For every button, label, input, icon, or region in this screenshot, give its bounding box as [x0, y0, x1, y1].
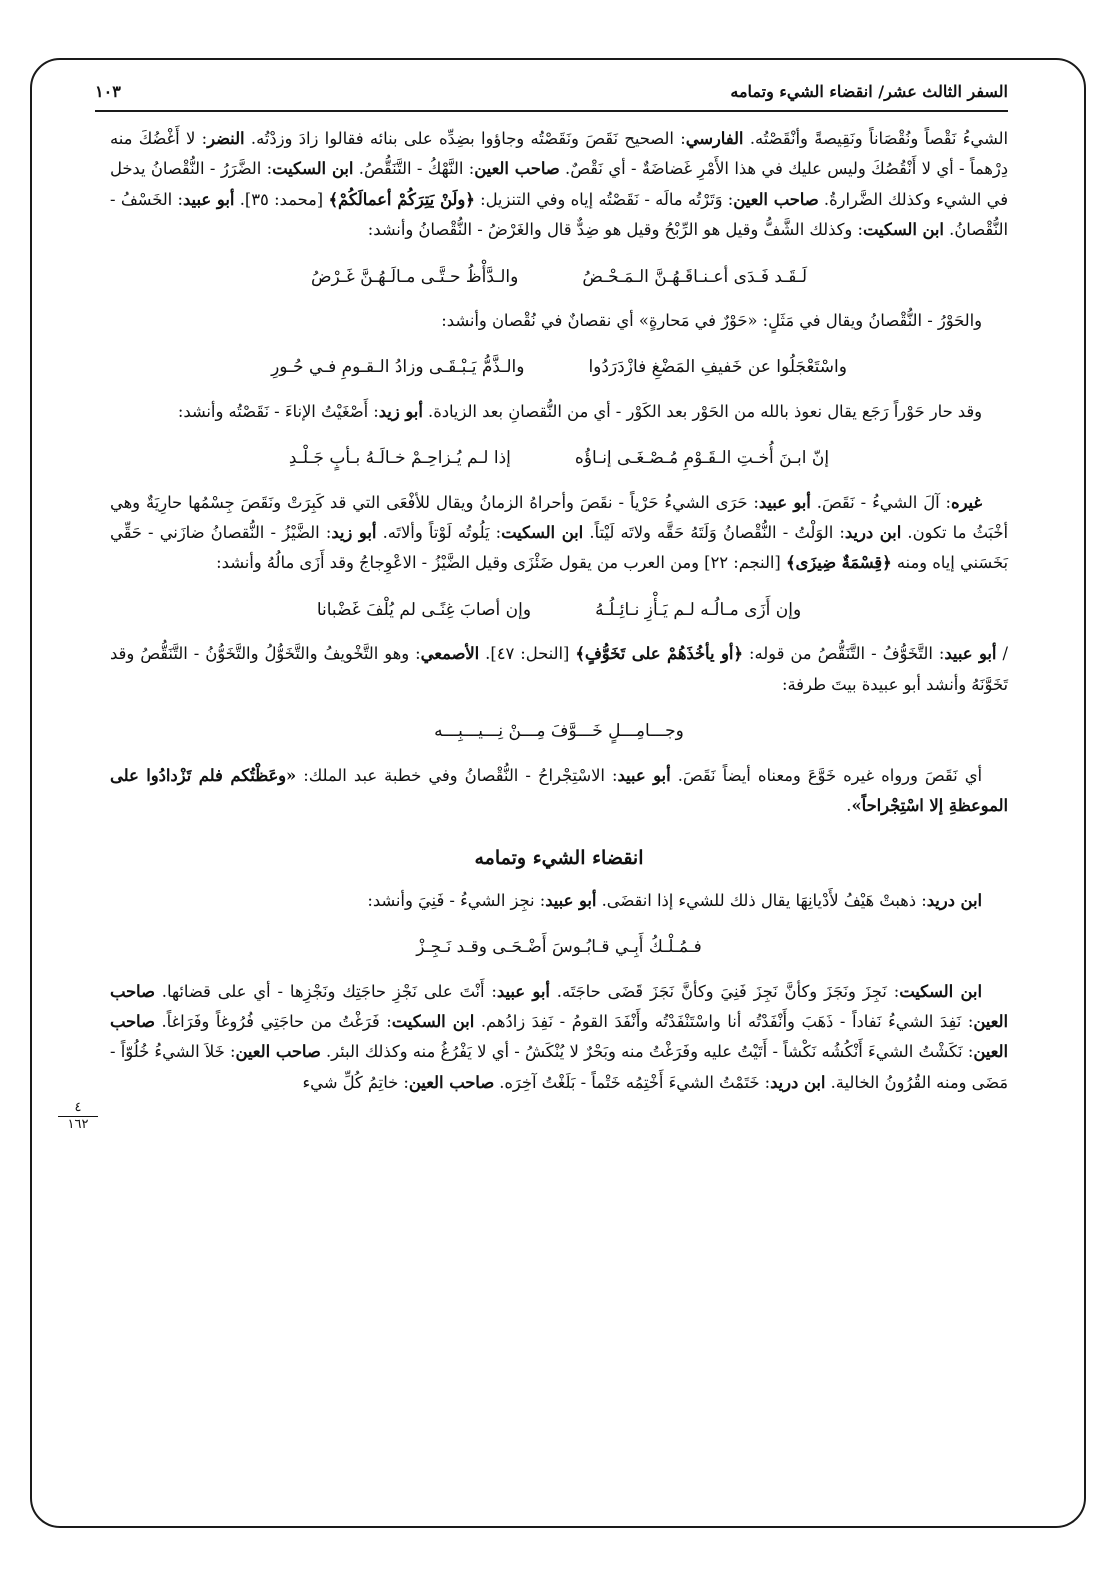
- paragraph-8: [110, 977, 1008, 1099]
- text: : خَتَمْتُ الشيءَ أَخْتِمُه خَتْماً - بَلَغْتُ آخِرَه.: [494, 1072, 771, 1092]
- verse-line: وجـــامِـــلٍ خَـــوَّفَ مِـــنْ نِـــيـــبِـــه: [434, 721, 684, 742]
- text: : آلَ الشيءُ - نَقَصَ.: [810, 492, 952, 512]
- text: : حَرَى الشيءُ حَرْياً - نقَصَ وأحراهُ الزمانُ ويقال للأفْعَى التي قد كَبِرَتْ ونَقَصَ جِسْمُها حارِيَةٌ وهي أخْبَثُ ما تكون.: [110, 492, 1008, 543]
- text: الشيءُ نَقْصاً ونُقْصَاناً ونَقِيصةً وأنْقَصْتُه.: [743, 129, 1008, 148]
- quran-quote: ﴿أو يأخُذَهُمْ على تَخَوُّفٍ﴾: [575, 644, 743, 664]
- text: : خاتِمُ كُلِّ شيء: [302, 1072, 409, 1092]
- paragraph-2: والحَوْرُ - النُّقْصانُ ويقال في مَثَلٍ: «حَوْرٌ في مَحارةٍ» أي نقصانٌ في نُقْصان وأنشد:: [441, 311, 982, 331]
- text: : أَنْتَ على نَجْزِ حاجَتِك ونَجْزِها - أي على قضائها.: [154, 981, 497, 1001]
- verse-2: [110, 352, 1008, 382]
- verse-hemistich-right: إنّ ابـنَ أُخـتِ الـقَـوْمِ مُـصْـغَـى إنـاؤُه: [574, 448, 830, 469]
- author-name: صاحب العين: [733, 189, 819, 209]
- page-body: [110, 124, 1008, 1508]
- verse-4: [110, 595, 1008, 625]
- text: : النَّهْكُ - التَّنَقُّصُ.: [353, 159, 475, 179]
- text: : الضَّيْزُ - النُّقصانُ ضازَني - حَقِّي بَخَسَني إياه ومنه: [110, 523, 1008, 573]
- author-name: أبو عبيد: [183, 189, 235, 209]
- paragraph-1: [110, 124, 1008, 246]
- text: [محمد: ٣٥].: [234, 189, 329, 209]
- text: : لا أَغْضُكَ منه دِرْهماً - أي لا أَنْقُصُكَ وليس عليك في هذا الأَمْرِ غَضاضَةٌ - أي نَقْصٌ.: [110, 129, 1008, 179]
- text: : نَجِزَ ونَجَزَ وكأنَّ نَجِزَ فَنِيَ وكأنَّ نَجَزَ قَضَى حاجَتَه.: [549, 981, 900, 1001]
- author-name: ابن دريد: [770, 1072, 826, 1092]
- author-name: ابن دريد: [926, 890, 982, 910]
- verse-1: [110, 262, 1008, 292]
- author-name: أبو عبيد: [944, 644, 997, 664]
- text: [النجم: ٢٢] ومن العرب من يقول ضَئْزَى وقيل الضَّيْزُ - الاعْوِجاجُ وقد أَزَى مالُهُ وأنشد:: [216, 553, 786, 573]
- quoted-sermon: «وعَظْتُكم فلم تَزْدادُوا على الموعظةِ إلا اسْتِجْراحاً»: [110, 765, 1008, 815]
- text: .: [846, 795, 852, 815]
- text: : الوَلْتُ - النُّقْصانُ وَلَتَهُ حَقَّه ولاتَه لَيْتاً.: [583, 523, 845, 543]
- verse-line: فـمُـلْـكُ أَبِـي قـابُـوسَ أَضْـحَـى وقـد نَـجِـزْ: [416, 937, 702, 958]
- author-name: الفارسي: [685, 129, 744, 148]
- author-name: صاحب العين: [408, 1072, 495, 1092]
- header-title: السفر الثالث عشر/ انقضاء الشيء وتمامه: [730, 81, 1008, 101]
- text: : الاسْتِجْراحُ - النُّقْصانُ وفي خطبة عبد الملك:: [296, 765, 618, 785]
- author-name: أبو عبيد: [545, 890, 597, 910]
- author-name: أبو زيد: [331, 523, 377, 543]
- text: : التَّخَوُّفُ - التَّنَقُّصُ من قوله:: [742, 644, 945, 664]
- text: : وكذلك الشَّفُّ وقيل هو الرِّبْحُ وقيل هو ضِدٌّ قال والغَرْضُ - النُّقْصانُ وأنشد:: [367, 220, 863, 240]
- verse-hemistich-right: واسْتَعْجَلُوا عن خَفيفِ المَضْغِ فازْدَرَدُوا: [588, 357, 847, 378]
- author-name: النضر: [207, 129, 245, 148]
- text: أي نَقَصَ ورواه غيره خَوَّعَ ومعناه أيضاً نَقَصَ.: [670, 765, 982, 785]
- author-name: أبو عبيد: [496, 981, 550, 1001]
- quran-quote: ﴿قِسْمَةٌ ضِيزَى﴾: [785, 553, 892, 573]
- section-heading: انقضاء الشيء وتمامه: [474, 847, 644, 870]
- text: : نَكَشْتُ الشيءَ أَنْكُشُه نَكْشاً - أَتَيْتُ عليه وفَرَغْتُ منه وبَحْرٌ لا يُنْكَشُ - أي لا يَفْرُغُ منه وكذلك البئر.: [320, 1042, 974, 1062]
- text: : ذهبتْ هَيْفُ لأَدْيانِهَا يقال ذلك للشيء إذا انقضَى.: [596, 890, 927, 910]
- verse-3: [110, 443, 1008, 473]
- margin-reference-bottom: ١٦٢: [67, 1117, 89, 1132]
- verse-hemistich-right: لَـقَـد فَـدَى أعـنـاقَـهُـنَّ الـمَـحْـضُ: [582, 266, 808, 287]
- verse-hemistich-left: والـدَّأْظُ حـتَّـى مـالَـهُـنَّ غَـرْضُ: [310, 266, 519, 287]
- author-name: غيره: [951, 492, 982, 512]
- text: : أَصْغَيْتُ الإناءَ - نَقَصْتُه وأنشد:: [177, 401, 379, 421]
- text: : الخَسْفُ - النُّقْصانُ.: [110, 189, 1008, 240]
- author-name: أبو عبيد: [758, 492, 811, 512]
- verse-hemistich-left: وإن أصابَ غِنًـى لم يُلْفَ غَضْبانا: [316, 599, 532, 620]
- author-name: ابن السكيت: [862, 220, 944, 240]
- text: : فَرَغْتُ من حاجَتِي فُرُوغاً وفَرَاغاً.: [154, 1011, 392, 1031]
- paragraph-5: [110, 639, 1008, 700]
- verse-hemistich-left: والـذَّمُّ يَـبْـقَـى وزادُ الـقـومِ فـي حُـورِ: [271, 357, 525, 378]
- text: [النحل: ٤٧].: [479, 644, 576, 664]
- text: : الضَّرَرُ - النُّقْصانُ يدخل في الشيء وكذلك الضَّرارةُ.: [110, 159, 1009, 209]
- running-header: [95, 72, 1008, 112]
- author-name: أبو زيد: [378, 401, 423, 421]
- paragraph-6: [110, 761, 1008, 822]
- author-name: صاحب العين: [110, 981, 1008, 1031]
- quran-quote: ﴿ولَنْ يَتِرَكُمْ أعمالَكُمْ﴾: [328, 189, 475, 209]
- author-name: الأصمعي: [420, 644, 480, 664]
- text: : خَلاَ الشيءُ خُلُوّاً - مَضَى ومنه القُرُونُ الخالية.: [110, 1042, 1008, 1092]
- page-number: ١٠٣: [95, 81, 121, 101]
- paragraph-3: [110, 397, 1008, 427]
- author-name: صاحب العين: [474, 159, 560, 179]
- text: : نجِز الشيءُ - فَنِيَ وأنشد:: [367, 890, 546, 910]
- author-name: ابن السكيت: [391, 1011, 475, 1031]
- author-name: ابن السكيت: [899, 981, 982, 1001]
- text: : نَفِدَ الشيءُ نَفاداً - ذَهَبَ وأَنْفَدْتُه أنا واسْتَنْفَدْتُه وأَنْفَدَ القومُ - نَفِدَ زادُهم.: [474, 1011, 974, 1031]
- author-name: ابن السكيت: [501, 523, 584, 543]
- verse-hemistich-right: وإن أَزَى مـالُـه لـم يَـأْزِ نـائِـلُـهُ: [595, 599, 802, 620]
- verse-hemistich-left: إذا لـم يُـزاحِـمْ خـالَـهُ بـأبٍ جَـلْـدِ: [288, 448, 511, 469]
- author-name: أبو عبيد: [617, 765, 671, 785]
- paragraph-4: [110, 488, 1008, 579]
- verse-5: [110, 716, 1008, 746]
- author-name: صاحب العين: [235, 1042, 321, 1062]
- margin-reference: [58, 1100, 98, 1132]
- text: : يَلُوتُه لَوْتاً وألاتَه.: [376, 523, 502, 543]
- text: /: [996, 644, 1008, 664]
- margin-reference-top: ٤: [58, 1100, 98, 1117]
- text: : وَتَرْتُه مالَه - نَقَصْتُه إياه وفي التنزيل:: [474, 189, 734, 209]
- author-name: ابن دريد: [844, 523, 902, 543]
- text: وقد حار حَوْراً رَجَع يقال نعوذ بالله من الحَوْر بعد الكَوْر - أي من النُّقصانِ بعد الزيادة.: [422, 401, 982, 421]
- author-name: صاحب العين: [110, 1011, 1008, 1062]
- text: : وهو التَّخْويفُ والتَّخَوُّلُ والتَّخَوُّنُ - التَّنَقُّصُ وقد تَخَوَّنَهُ وأنشد أبو عبيدة بيتَ طرفة:: [110, 644, 1008, 694]
- text: : الصحيح نَقَصَ ونَقَصْتُه وجاؤوا بضِدِّه على بنائه فقالوا زادَ وزدْتُه.: [244, 129, 686, 148]
- paragraph-7: [110, 886, 1008, 916]
- author-name: ابن السكيت: [272, 159, 354, 179]
- verse-6: [110, 932, 1008, 962]
